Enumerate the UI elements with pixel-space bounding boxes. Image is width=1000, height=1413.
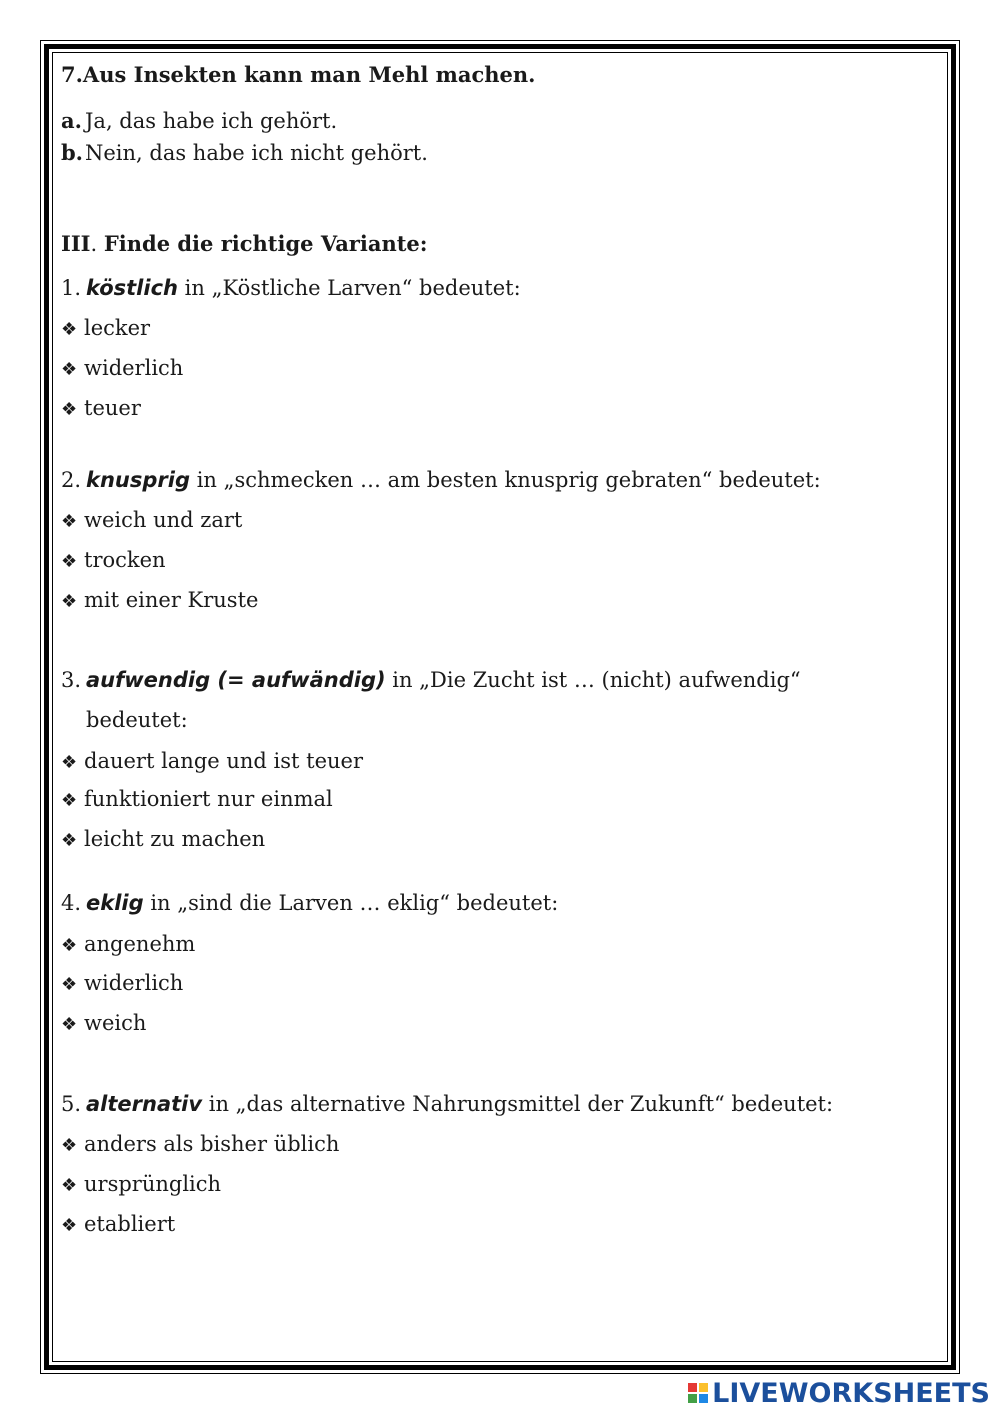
item-context: in „Die Zucht ist … (nicht) aufwendig“	[392, 668, 801, 692]
item-keyword: aufwendig (= aufwändig)	[86, 668, 386, 692]
item-2-prompt	[61, 470, 821, 491]
item-3-option-3[interactable]	[61, 829, 265, 850]
item-3-prompt	[61, 670, 801, 691]
item-2-option-1[interactable]	[61, 510, 242, 531]
diamond-bullet-icon: ❖	[61, 1215, 78, 1236]
option-text: weich	[84, 1011, 147, 1035]
section-title: Finde die richtige Variante:	[103, 231, 428, 256]
option-text: widerlich	[84, 356, 184, 380]
diamond-bullet-icon: ❖	[61, 591, 78, 612]
item-3-option-1[interactable]	[61, 751, 363, 772]
item-1-option-1[interactable]	[61, 318, 150, 339]
diamond-bullet-icon: ❖	[61, 1135, 78, 1156]
item-number: 4.	[61, 891, 82, 915]
option-text: mit einer Kruste	[84, 588, 259, 612]
diamond-bullet-icon: ❖	[61, 935, 78, 956]
option-text: angenehm	[84, 932, 196, 956]
item-1-option-2[interactable]	[61, 358, 183, 379]
question-7-title: 7.Aus Insekten kann man Mehl machen.	[61, 62, 536, 87]
item-1-option-3[interactable]	[61, 398, 141, 419]
option-text: Ja, das habe ich gehört.	[85, 109, 338, 133]
option-text: widerlich	[84, 971, 184, 995]
option-text: teuer	[84, 396, 141, 420]
item-3-option-2[interactable]	[61, 789, 333, 810]
item-2-option-2[interactable]	[61, 550, 166, 571]
diamond-bullet-icon: ❖	[61, 511, 78, 532]
option-text: trocken	[84, 548, 166, 572]
item-5-prompt	[61, 1094, 833, 1115]
section-roman: III	[61, 231, 91, 256]
item-1-prompt	[61, 278, 521, 299]
item-4-option-2[interactable]	[61, 973, 183, 994]
liveworksheets-wordmark: LIVEWORKSHEETS	[712, 1377, 990, 1409]
item-keyword: alternativ	[86, 1092, 203, 1116]
diamond-bullet-icon: ❖	[61, 974, 78, 995]
option-text: leicht zu machen	[84, 827, 266, 851]
item-context: in „das alternative Nahrungsmittel der Zukunft“ bedeutet:	[208, 1092, 834, 1116]
option-text: anders als bisher üblich	[84, 1132, 340, 1156]
option-text: ursprünglich	[84, 1172, 222, 1196]
option-label: a.	[61, 108, 82, 133]
option-label: b.	[61, 140, 83, 165]
item-context: in „schmecken … am besten knusprig gebraten“ bedeutet:	[196, 468, 821, 492]
item-context: in „sind die Larven … eklig“ bedeutet:	[150, 891, 559, 915]
item-5-option-2[interactable]	[61, 1174, 221, 1195]
liveworksheets-logo[interactable]	[688, 1378, 990, 1408]
item-number: 3.	[61, 668, 82, 692]
item-keyword: knusprig	[86, 468, 190, 492]
diamond-bullet-icon: ❖	[61, 790, 78, 811]
option-b[interactable]	[61, 142, 428, 164]
diamond-bullet-icon: ❖	[61, 359, 78, 380]
item-4-prompt	[61, 893, 558, 914]
option-text: etabliert	[84, 1212, 176, 1236]
diamond-bullet-icon: ❖	[61, 319, 78, 340]
item-2-option-3[interactable]	[61, 590, 258, 611]
option-a[interactable]	[61, 110, 337, 132]
item-number: 5.	[61, 1092, 82, 1116]
item-4-option-3[interactable]	[61, 1013, 146, 1034]
item-5-option-3[interactable]	[61, 1214, 175, 1235]
option-text: funktioniert nur einmal	[84, 787, 333, 811]
option-text: Nein, das habe ich nicht gehört.	[85, 141, 428, 165]
option-text: lecker	[84, 316, 151, 340]
option-text: weich und zart	[84, 508, 243, 532]
diamond-bullet-icon: ❖	[61, 1175, 78, 1196]
liveworksheets-mark-icon	[688, 1383, 708, 1403]
diamond-bullet-icon: ❖	[61, 1014, 78, 1035]
item-number: 1.	[61, 276, 82, 300]
section-heading	[61, 233, 428, 255]
item-keyword: köstlich	[86, 276, 178, 300]
item-3-prompt-continued: bedeutet:	[86, 708, 188, 732]
diamond-bullet-icon: ❖	[61, 830, 78, 851]
diamond-bullet-icon: ❖	[61, 752, 78, 773]
item-4-option-1[interactable]	[61, 934, 195, 955]
item-5-option-1[interactable]	[61, 1134, 339, 1155]
item-number: 2.	[61, 468, 82, 492]
section-dot: .	[90, 232, 98, 256]
item-keyword: eklig	[86, 891, 144, 915]
option-text: dauert lange und ist teuer	[84, 749, 364, 773]
diamond-bullet-icon: ❖	[61, 399, 78, 420]
diamond-bullet-icon: ❖	[61, 551, 78, 572]
item-context: in „Köstliche Larven“ bedeutet:	[184, 276, 521, 300]
